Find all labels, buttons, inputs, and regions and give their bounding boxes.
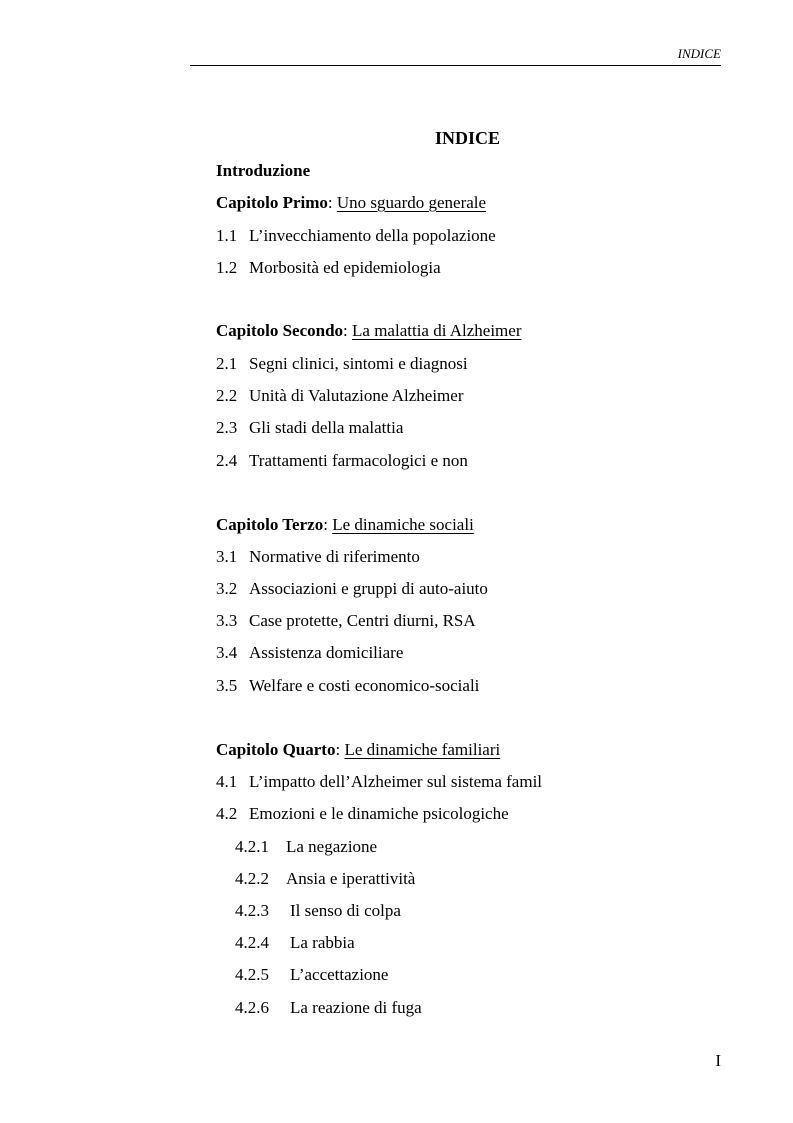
toc-section	[216, 353, 468, 375]
section-title: Emozioni e le dinamiche psicologiche	[249, 804, 509, 823]
page-number: I	[715, 1051, 721, 1070]
toc-subsection	[235, 836, 377, 858]
chapter-separator: :	[323, 515, 328, 534]
section-title: Welfare e costi economico-sociali	[249, 676, 480, 695]
toc-section	[216, 803, 509, 825]
subsection-title: La rabbia	[290, 933, 355, 952]
toc-section	[216, 225, 496, 247]
toc-section	[216, 417, 403, 439]
section-number: 1.2	[216, 258, 238, 277]
running-head: INDICE	[677, 46, 721, 61]
section-number: 3.3	[216, 611, 238, 630]
chapter-title: Le dinamiche sociali	[332, 515, 474, 534]
subsection-number: 4.2.6	[235, 998, 269, 1017]
section-number: 3.5	[216, 676, 238, 695]
section-title: Morbosità ed epidemiologia	[249, 258, 441, 277]
section-title: Assistenza domiciliare	[249, 643, 404, 662]
chapter-label: Capitolo Quarto	[216, 740, 336, 759]
toc-section	[216, 385, 463, 407]
section-number: 3.1	[216, 547, 238, 566]
toc-subsection	[235, 900, 401, 922]
section-title: Associazioni e gruppi di auto-aiuto	[249, 579, 488, 598]
section-number: 2.4	[216, 451, 238, 470]
section-number: 3.2	[216, 579, 238, 598]
subsection-number: 4.2.5	[235, 965, 269, 984]
toc-subsection	[235, 868, 415, 890]
chapter-separator: :	[335, 740, 341, 759]
section-title: Unità di Valutazione Alzheimer	[249, 386, 464, 405]
section-number: 2.1	[216, 354, 238, 373]
chapter-label: Capitolo Primo	[216, 193, 328, 212]
chapter-separator: :	[327, 193, 333, 212]
subsection-title: Il senso di colpa	[290, 901, 401, 920]
chapter-separator: :	[343, 321, 348, 340]
section-number: 1.1	[216, 226, 238, 245]
section-title: Gli stadi della malattia	[249, 418, 404, 437]
chapter-label: Capitolo Terzo	[216, 515, 324, 534]
toc-section	[216, 675, 479, 697]
toc-section	[216, 642, 403, 664]
chapter-3-heading	[216, 514, 474, 536]
toc-section	[216, 771, 542, 793]
toc-section	[216, 450, 468, 472]
subsection-title: La reazione di fuga	[290, 998, 422, 1017]
toc-section	[216, 546, 420, 568]
toc-subsection	[235, 932, 355, 954]
section-title: Trattamenti farmacologici e non	[249, 451, 468, 470]
chapter-title: Uno sguardo generale	[336, 193, 487, 212]
section-title: Case protette, Centri diurni, RSA	[249, 611, 476, 630]
section-number: 3.4	[216, 643, 238, 662]
subsection-number: 4.2.4	[235, 933, 269, 952]
header-rule	[190, 65, 721, 66]
subsection-title: La negazione	[286, 837, 378, 856]
chapter-2-heading	[216, 320, 522, 342]
toc-section	[216, 610, 476, 632]
chapter-1-heading	[216, 192, 486, 214]
section-title: Segni clinici, sintomi e diagnosi	[249, 354, 468, 373]
section-number: 2.3	[216, 418, 238, 437]
toc-section	[216, 257, 441, 279]
chapter-label: Capitolo Secondo	[216, 321, 344, 340]
section-number: 4.1	[216, 772, 238, 791]
toc-subsection	[235, 964, 388, 986]
section-title: L’impatto dell’Alzheimer sul sistema famil	[249, 772, 543, 791]
chapter-title: La malattia di Alzheimer	[352, 321, 522, 340]
page-title: INDICE	[434, 128, 500, 148]
toc-introduction: Introduzione	[216, 161, 311, 180]
section-number: 2.2	[216, 386, 238, 405]
toc-subsection	[235, 997, 422, 1019]
subsection-number: 4.2.2	[235, 869, 269, 888]
subsection-number: 4.2.1	[235, 837, 269, 856]
chapter-title: Le dinamiche familiari	[344, 740, 501, 759]
chapter-4-heading	[216, 739, 500, 761]
section-title: L’invecchiamento della popolazione	[249, 226, 496, 245]
section-title: Normative di riferimento	[249, 547, 420, 566]
toc-section	[216, 578, 488, 600]
subsection-title: Ansia e iperattività	[286, 869, 416, 888]
section-number: 4.2	[216, 804, 238, 823]
subsection-number: 4.2.3	[235, 901, 269, 920]
subsection-title: L’accettazione	[290, 965, 389, 984]
